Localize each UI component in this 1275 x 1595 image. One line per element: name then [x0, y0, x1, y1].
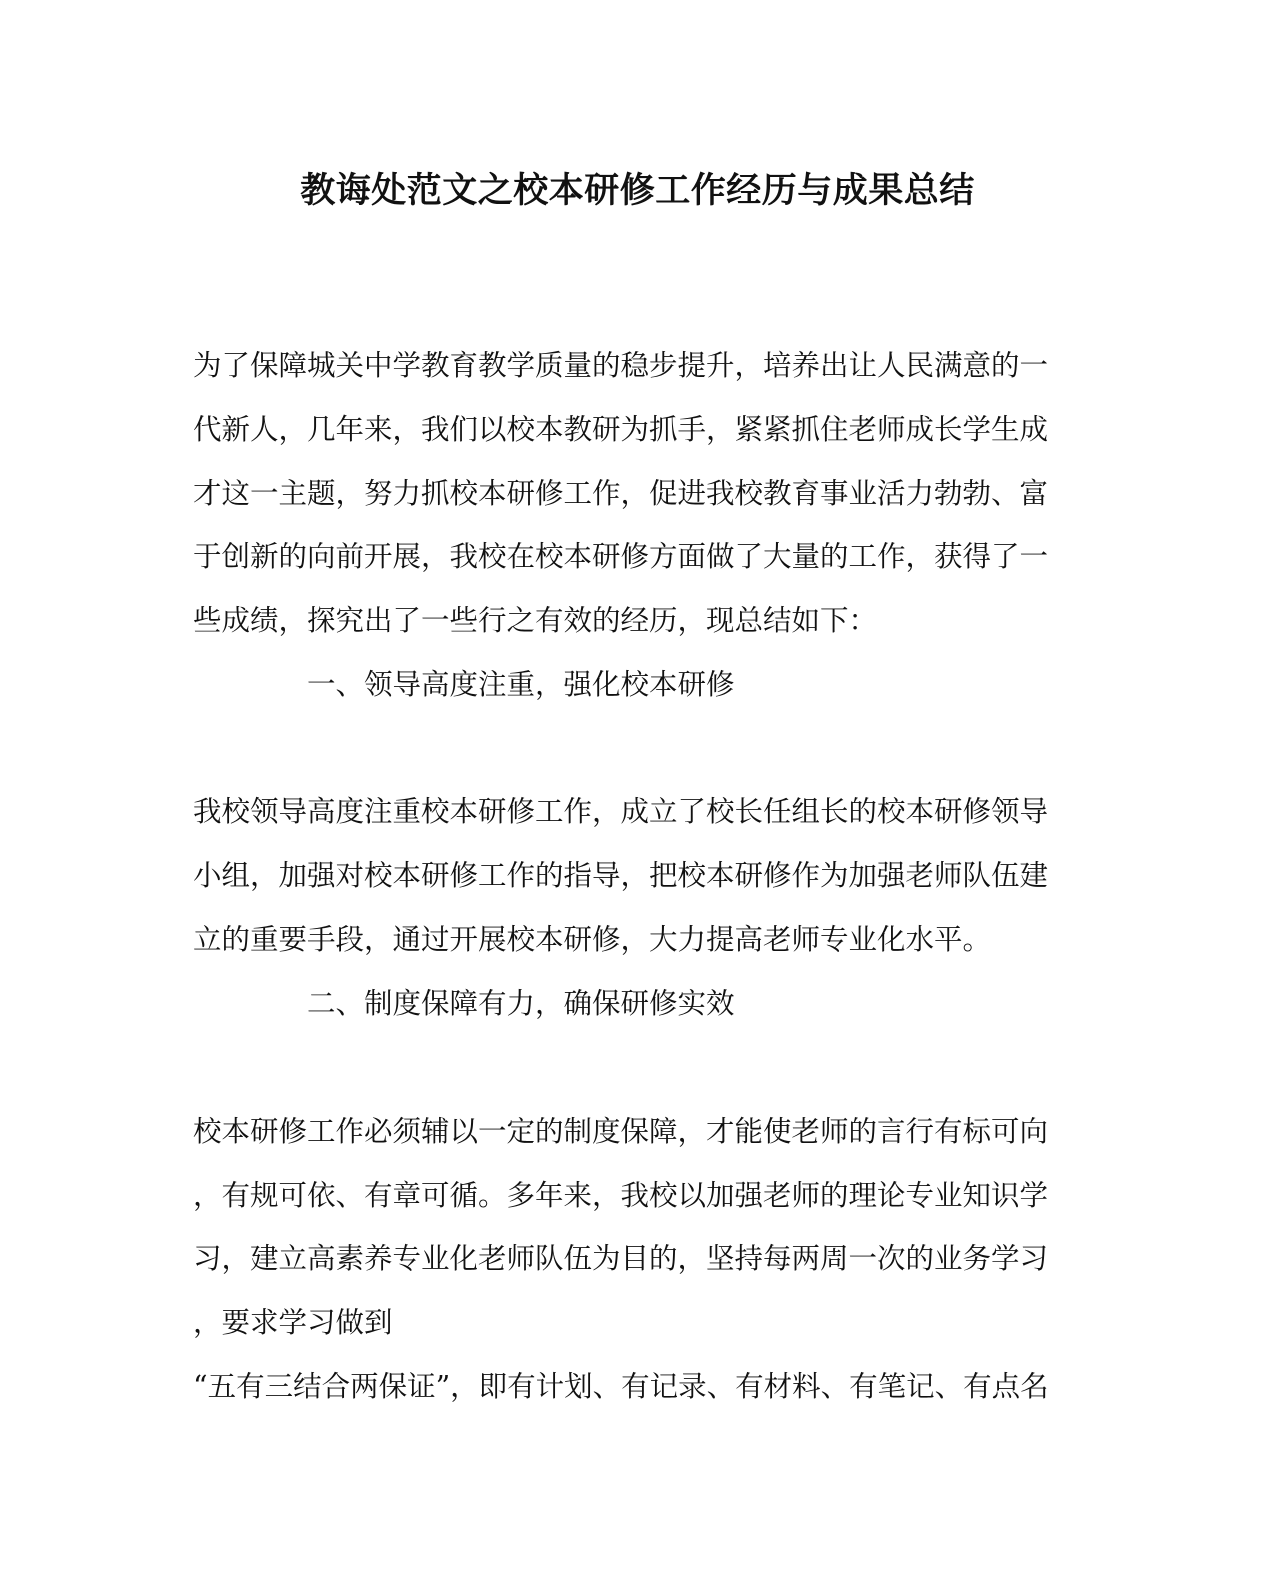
- section-heading-2: 二、制度保障有力，确保研修实效: [307, 987, 735, 1020]
- paragraph-3-line-4: ，要求学习做到: [193, 1306, 393, 1339]
- paragraph-1-line-3: 才这一主题，努力抓校本研修工作，促进我校教育事业活力勃勃、富: [193, 477, 1049, 510]
- section-heading-1: 一、领导高度注重，强化校本研修: [307, 668, 735, 701]
- paragraph-3-line-2: ，有规可依、有章可循。多年来，我校以加强老师的理论专业知识学: [193, 1179, 1049, 1212]
- paragraph-1-line-4: 于创新的向前开展，我校在校本研修方面做了大量的工作，获得了一: [193, 540, 1049, 573]
- paragraph-3-line-3: 习，建立高素养专业化老师队伍为目的，坚持每两周一次的业务学习: [193, 1242, 1049, 1275]
- paragraph-1-line-1: 为了保障城关中学教育教学质量的稳步提升，培养出让人民满意的一: [193, 349, 1049, 382]
- paragraph-2-line-1: 我校领导高度注重校本研修工作，成立了校长任组长的校本研修领导: [193, 795, 1049, 828]
- paragraph-1-line-2: 代新人，几年来，我们以校本教研为抓手，紧紧抓住老师成长学生成: [193, 413, 1049, 446]
- document-title: 教诲处范文之校本研修工作经历与成果总结: [300, 170, 975, 211]
- paragraph-3-line-5: “五有三结合两保证”，即有计划、有记录、有材料、有笔记、有点名: [193, 1370, 1049, 1403]
- paragraph-2-line-2: 小组，加强对校本研修工作的指导，把校本研修作为加强老师队伍建: [193, 859, 1049, 892]
- paragraph-2-line-3: 立的重要手段，通过开展校本研修，大力提高老师专业化水平。: [193, 923, 992, 956]
- paragraph-1-line-5: 些成绩，探究出了一些行之有效的经历，现总结如下：: [193, 604, 878, 637]
- paragraph-3-line-1: 校本研修工作必须辅以一定的制度保障，才能使老师的言行有标可向: [193, 1115, 1049, 1148]
